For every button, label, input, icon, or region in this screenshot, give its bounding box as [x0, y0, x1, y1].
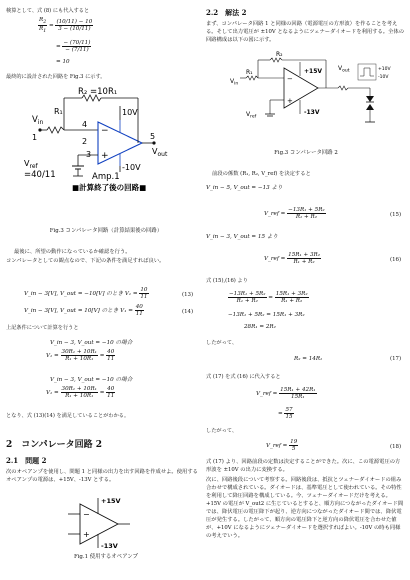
- para-confirm: 最後に、所望の動作になっているか確認を行う。: [14, 249, 131, 255]
- fig3-node3: 3: [86, 150, 92, 159]
- fig1-m13-label: -13V: [101, 542, 118, 550]
- svg-text:−: −: [287, 75, 293, 83]
- eq-number-15: (15): [390, 212, 402, 218]
- system-line-1: $\frac{\text{−13R₁ + 5R₂}}{\text{R₁ + R₂}}$ = $\frac{\text{15R₁ + 3R₂}}{\text{R₁ + R₂}}$: [229, 291, 308, 304]
- fig1-p15-label: +15V: [101, 497, 121, 505]
- para-substitute: 式 (17) を式 (16) に代入すると: [206, 374, 281, 380]
- fig2-p15-label: +15V: [304, 68, 323, 75]
- fig3-r2-label: R₂ =10R₁: [78, 87, 118, 97]
- fig3-minus-sign: −: [101, 126, 109, 136]
- fig1-caption: Fig.1 使用するオペアンプ: [73, 554, 139, 560]
- fig3-vin-label: $V_{in}$: [32, 115, 44, 126]
- system-line-3: 28R₁ = 2R₂: [244, 324, 276, 330]
- fig2-10v-label: +10V: [378, 67, 391, 72]
- para-rear-stage: 次に、回路後段について考察する。回路後段は、抵抗とツェナーダイオードの組み合わせで構成されている。ダイオードは、基準電圧として使われている。その特性を利用して降圧回路を構成している。今、ツェナーダイオードだけを考える。+15V の電圧が V_out2 に生じているとすると、順方向につながったダイオード間では、降伏電圧の電圧降下が起り、逆方向につながったダイオード間では、降伏電圧が発生する。したがって、順方向の電圧降下と逆方向の降伏電圧を合わせた値が、+10V になるようにツェナーダイオードを選択すればよい。-10V の時も同様の考えでいう。: [206, 477, 404, 539]
- condition-b: V_in − 3, V_out = 15 より: [206, 234, 278, 240]
- fig3-node1: 1: [32, 133, 38, 142]
- equation-17: R₂ = 14R₁: [294, 356, 323, 362]
- eq-number-17: (17): [390, 356, 402, 362]
- fig2-r1-label: R₁: [246, 69, 253, 76]
- fig2-zener-2: [366, 104, 374, 110]
- equation-18: V_ref = $\frac{19}{5}$: [266, 439, 298, 452]
- fig3-amp-label: Amp.1: [92, 172, 120, 182]
- solution-intro: まず、コンパレータ回路 1 と同様の回路（電源電圧の方形波）を作ることを考える。そして出力電圧が ±10V となるようにツェナーダイオードを利用する。全体の回路構成は以下の図に示す。: [206, 21, 404, 43]
- section-2-2-heading: 2.2 解法 2: [206, 8, 247, 17]
- fig3-vref-value: =40/11: [24, 170, 56, 180]
- svg-text:+: +: [287, 97, 293, 105]
- para-determine-coeff: 前段の係数 (R₁, R₂, V_ref) を決定すると: [212, 171, 311, 177]
- check-equation-3: = 10: [56, 59, 70, 65]
- fig2-m13-label: -13V: [304, 109, 320, 116]
- section-2-1-heading: 2.1 問題 2: [6, 456, 47, 465]
- check-equation: $\frac{R_2}{R_1}$ = $\frac{(10/11) - 10}{3 - (10/11)}$: [39, 17, 93, 35]
- fig3-vref-label: $V_{ref}$: [24, 159, 38, 170]
- equation-18a: V_ref = $\frac{\text{15R₁ + 42R₁}}{\text{15R₁}}$: [256, 387, 316, 400]
- equation-15: V_ref = $\frac{\text{−13R₁ + 5R₂}}{\text{R₁ + R₂}}$: [264, 207, 325, 220]
- para-comparator-condition: コンパレータとしての観点なので、下記の条件を満足すれば良い。: [6, 258, 165, 264]
- fig3-caption: Fig.3 コンパレータ回路（計算結果後の回路）: [49, 228, 163, 234]
- fig2-m10v-label: -10V: [378, 75, 389, 80]
- para-satisfied: となり、式 (13)(14) を満足していることがわかる。: [6, 413, 130, 419]
- check-equation-2: = $\frac{- (70/11)}{- (7/11)}$: [56, 40, 91, 53]
- fig3-plus-sign: +: [101, 151, 109, 161]
- fig3-r1-resistor: [47, 127, 64, 133]
- calc1-head: V_in − 3, V_out = −10 の場合: [50, 340, 133, 346]
- equation-18a-result: = $\frac{57}{15}$: [278, 407, 293, 420]
- fig2-vout-label: $V_{out}$: [338, 65, 350, 74]
- fig2-r2-label: R₂: [276, 51, 283, 58]
- fig3-node4: 4: [82, 120, 88, 129]
- calc2-equation: V₁ = $\frac{\text{30R₁ + 10R₁}}{\text{R₁ + 10R₁}}$ = $\frac{40}{11}$: [46, 386, 115, 399]
- calc1-equation: V₁ = $\frac{\text{30R₁ + 10R₁}}{\text{R₁ + 10R₁}}$ = $\frac{40}{11}$: [46, 349, 115, 362]
- fig3-circuit: [20, 84, 170, 196]
- fig3-node5: 5: [150, 132, 156, 141]
- fig3-m10v-label: -10V: [122, 163, 141, 172]
- fig2-zener-1: [366, 96, 374, 102]
- svg-text:−: −: [83, 510, 90, 519]
- condition-14: V_in − 3[V], V_out = 10[V] のとき V₁ = $\frac{40}{11}$: [24, 304, 143, 317]
- intro-final-circuit: 最終的に設計された回路を Fig.3 に示す。: [6, 74, 106, 80]
- fig2-circuit: [230, 48, 402, 132]
- system-line-2: −13R₁ + 5R₂ = 15R₁ + 3R₂: [228, 312, 305, 318]
- section-2-heading: 2 コンパレータ回路 2: [6, 440, 103, 450]
- fig2-caption: Fig.3 コンパレータ回路 2: [274, 150, 338, 156]
- fig3-banner: ■計算終了後の回路■: [72, 183, 147, 192]
- eq-number-16: (16): [390, 257, 402, 263]
- condition-13: V_in − 3[V], V_out = −10[V] のとき V₁ = $\frac{10}{11}$: [24, 287, 148, 300]
- para-from-15-16: 式 (15),(16) より: [206, 278, 248, 284]
- fig3-node2: 2: [82, 137, 88, 146]
- fig3-r1-label: R₁: [54, 107, 63, 116]
- fig1-opamp-diagram: [66, 496, 146, 550]
- intro-check: 検算として、式 (8) にも代入すると: [6, 8, 90, 14]
- fig2-vin-label: $V_{in}$: [230, 78, 239, 87]
- para-therefore-1: したがって、: [206, 340, 238, 346]
- problem-2-text: 次のオペアンプを使用し、問題 1 と同様の出力を出す回路を作成せよ。使用するオペアンプの電源は、+15V、-13V とする。: [6, 469, 198, 483]
- calc2-head: V_in − 3, V_out = −10 の場合: [50, 377, 133, 383]
- eq-number-14: (14): [182, 309, 194, 315]
- eq-number-13: (13): [182, 292, 194, 298]
- fig2-vref-label: $V_{ref}$: [246, 111, 257, 120]
- fig3-vout-label: $V_{out}$: [152, 147, 168, 158]
- para-front-stage-result: 式 (17) より、回路前段の定数は決定することができた。次に、この電源電圧の方形波を ±10V の出力に変換する。: [206, 459, 401, 473]
- condition-a: V_in − 5, V_out = −13 より: [206, 185, 283, 191]
- fig3-10v-label: 10V: [122, 108, 138, 117]
- equation-16: V_ref = $\frac{\text{15R₁ + 3R₂}}{\text{R₁ + R₂}}$: [264, 252, 320, 265]
- para-calc: 上記条件について計算を行うと: [6, 325, 79, 331]
- eq-number-18: (18): [390, 444, 402, 450]
- svg-text:+: +: [83, 530, 90, 539]
- para-therefore-2: したがって、: [206, 428, 238, 434]
